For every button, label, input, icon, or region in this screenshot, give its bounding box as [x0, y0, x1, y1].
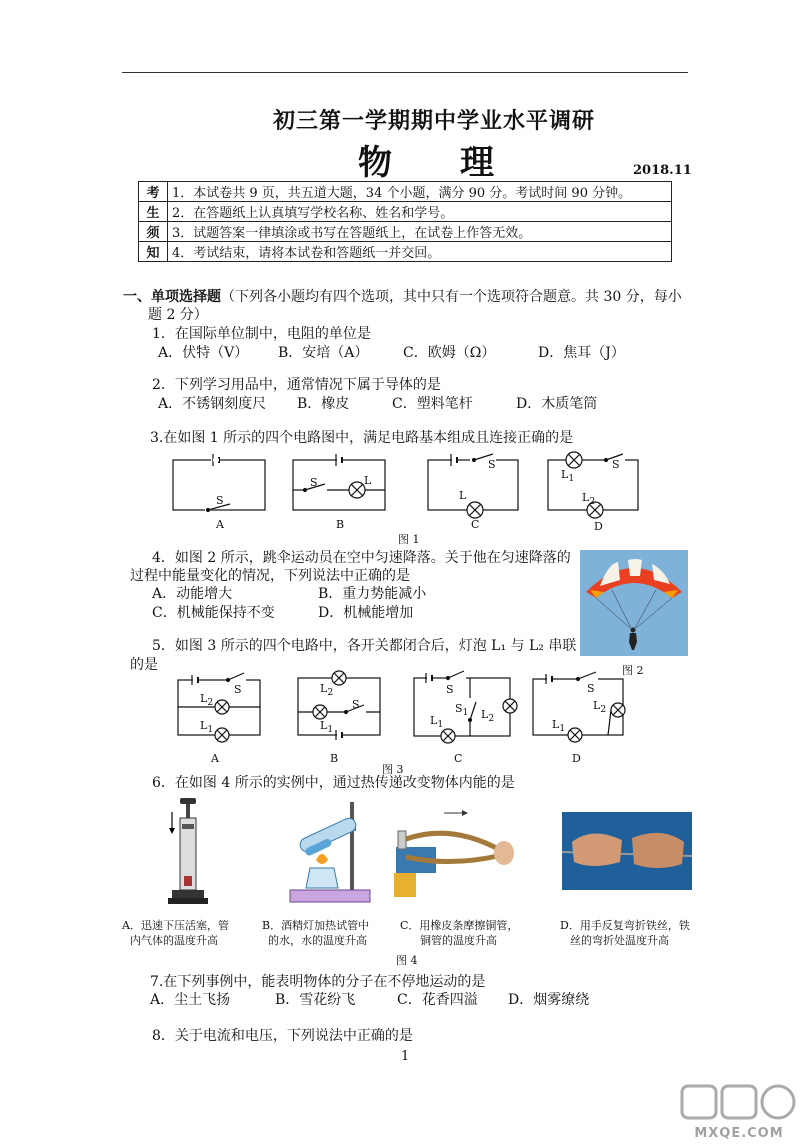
sub-2: 2: [589, 496, 596, 508]
q7-option-a: A．尘土飞扬: [150, 992, 231, 1008]
c3c-l2: [481, 706, 494, 728]
q7-stem: 7.在下列事例中，能表明物体的分子在不停地运动的是: [150, 974, 486, 990]
watermark-site: MXQE.COM: [694, 1126, 784, 1141]
notice-item: 1．本试卷共 9 页，共五道大题，34 个小题，满分 90 分。考试时间 90 分钟。: [168, 182, 672, 202]
c3c-l1: [430, 712, 443, 734]
label-L: L: [320, 719, 328, 732]
circuit-a-s-label: S: [216, 494, 224, 507]
caption-a-line2: 内气体的温度升高: [130, 934, 218, 947]
caption-a: [122, 918, 262, 948]
q4-option-a: A．动能增大: [152, 586, 233, 602]
sub-2: 2: [488, 713, 495, 725]
sub-2: 2: [327, 687, 334, 699]
q5-stem-2: 的是: [130, 657, 158, 673]
q2-option-b: B．橡皮: [297, 396, 350, 412]
c3a-s: S: [234, 683, 242, 696]
label-L: L: [200, 692, 208, 705]
sub-1: 1: [462, 707, 469, 719]
q1-option-c: C．欧姆（Ω）: [403, 345, 496, 361]
caption-b-line2: 的水，水的温度升高: [268, 934, 367, 947]
exam-date: 2018.11: [633, 163, 692, 178]
c3d-label: D: [572, 752, 581, 765]
q4-option-d: D．机械能增加: [318, 605, 414, 621]
label-L: L: [481, 708, 489, 721]
q4-option-b: B．重力势能减小: [318, 586, 427, 602]
caption-d-line2: 丝的弯折处温度升高: [570, 934, 669, 947]
notice-item: 2．在答题纸上认真填写学校名称、姓名和学号。: [168, 202, 672, 222]
c3c-s1: [455, 700, 468, 722]
section-heading-label: 一、单项选择题: [123, 289, 221, 305]
c3c-label: C: [454, 752, 463, 765]
q1-option-b: B．安培（A）: [278, 345, 369, 361]
q2-stem: 2．下列学习用品中，通常情况下属于导体的是: [152, 377, 441, 393]
section-desc-2: 题 2 分）: [148, 307, 208, 323]
caption-c-line1: C．用橡皮条摩擦铜管，: [400, 919, 519, 932]
c3b-s: S: [352, 698, 360, 711]
q7-option-c: C．花香四溢: [397, 992, 478, 1008]
circuit-c-label: C: [471, 518, 480, 531]
copper-tube-image: [392, 803, 518, 911]
circuit-d-s-label: S: [612, 458, 620, 471]
q1-stem: 1．在国际单位制中，电阻的单位是: [152, 326, 371, 342]
caption-c-line2: 铜管的温度升高: [420, 934, 497, 947]
caption-b: [262, 918, 392, 948]
sub-1: 1: [207, 724, 214, 736]
section-desc: （下列各小题均有四个选项，其中只有一个选项符合题意。共 30 分，每小: [221, 289, 682, 305]
figure3-caption: 图 3: [382, 763, 404, 776]
circuit-b-label: B: [336, 518, 345, 531]
q3-stem: 3.在如图 1 所示的四个电路图中，满足电路基本组成且连接正确的是: [150, 430, 574, 446]
q6-stem: 6．在如图 4 所示的实例中，通过热传递改变物体内能的是: [152, 775, 515, 791]
notice-label: 生: [139, 202, 168, 222]
label-L: L: [561, 468, 569, 481]
q4-stem-2: 过程中能量变化的情况，下列说法中正确的是: [130, 568, 410, 584]
q2-option-a: A．不锈钢刻度尺: [158, 396, 267, 412]
caption-d-line1: D．用手反复弯折铁丝，铁: [560, 919, 690, 932]
label-L: L: [593, 699, 601, 712]
q8-stem: 8．关于电流和电压，下列说法中正确的是: [152, 1028, 413, 1044]
subject-title: 物 理: [358, 143, 494, 183]
notice-label: 考: [139, 182, 168, 202]
c3d-l1: [552, 716, 565, 738]
c3a-l2: [200, 690, 213, 712]
notice-label: 须: [139, 222, 168, 242]
figure1-caption: 图 1: [398, 533, 420, 546]
label-L: L: [200, 719, 208, 732]
circuit-b-l-label: L: [364, 474, 372, 487]
watermark-logo: [680, 1082, 798, 1141]
c3b-label: B: [330, 752, 339, 765]
caption-b-line1: B．酒精灯加热试管中: [262, 919, 370, 932]
piston-image: [158, 798, 228, 910]
q1-option-a: A．伏特（V）: [158, 345, 249, 361]
notice-label: 知: [139, 242, 168, 262]
caption-a-line1: A．迅速下压活塞，管: [122, 919, 229, 932]
sub-2: 2: [600, 704, 607, 716]
q5-stem-1: 5．如图 3 所示的四个电路中，各开关都闭合后，灯泡 L₁ 与 L₂ 串联: [152, 638, 577, 654]
notice-item: 3．试题答案一律填涂或书写在答题纸上，在试卷上作答无效。: [168, 222, 672, 242]
q7-option-b: B．雪花纷飞: [275, 992, 356, 1008]
notice-item: 4．考试结束，请将本试卷和答题纸一并交回。: [168, 242, 672, 262]
circuit-c-s-label: S: [488, 458, 496, 471]
alcohol-lamp-image: [288, 798, 388, 910]
label-L: L: [552, 718, 560, 731]
label-L: L: [320, 682, 328, 695]
q2-option-c: C．塑料笔杆: [392, 396, 473, 412]
watermark-badge-icon: [680, 1082, 798, 1122]
bending-wire-image: [562, 812, 692, 890]
q7-option-d: D．烟雾缭绕: [508, 992, 590, 1008]
circuit-a-label: A: [216, 518, 224, 531]
circuit-d-label: D: [594, 520, 603, 533]
sub-1: 1: [327, 724, 334, 736]
q4-option-c: C．机械能保持不变: [152, 605, 275, 621]
figure4-caption: 图 4: [396, 954, 418, 967]
circuit-c-l-label: L: [459, 489, 467, 502]
sub-1: 1: [437, 719, 444, 731]
sub-2: 2: [207, 697, 214, 709]
caption-d: [560, 918, 720, 948]
c3d-l2: [593, 697, 606, 719]
c3a-label: A: [211, 752, 219, 765]
sub-1: 1: [559, 723, 566, 735]
caption-c: [400, 918, 540, 948]
q2-option-d: D．木质笔筒: [516, 396, 598, 412]
c3b-l1: [320, 717, 333, 739]
exam-title: 初三第一学期期中学业水平调研: [273, 108, 596, 134]
c3c-s: S: [446, 683, 454, 696]
circuit-b-s-label: S: [310, 476, 318, 489]
page-number: 1: [401, 1049, 410, 1064]
c3b-l2: [320, 680, 333, 702]
q1-option-d: D．焦耳（J）: [538, 345, 625, 361]
sub-1: 1: [568, 473, 575, 485]
label-L: L: [582, 491, 590, 504]
c3d-s: S: [587, 682, 595, 695]
q4-stem-1: 4．如图 2 所示，跳伞运动员在空中匀速降落。关于他在匀速降落的: [152, 550, 571, 566]
label-S: S: [455, 702, 463, 715]
figure2-caption: 图 2: [622, 664, 644, 677]
c3a-l1: [200, 717, 213, 739]
label-L: L: [430, 714, 438, 727]
